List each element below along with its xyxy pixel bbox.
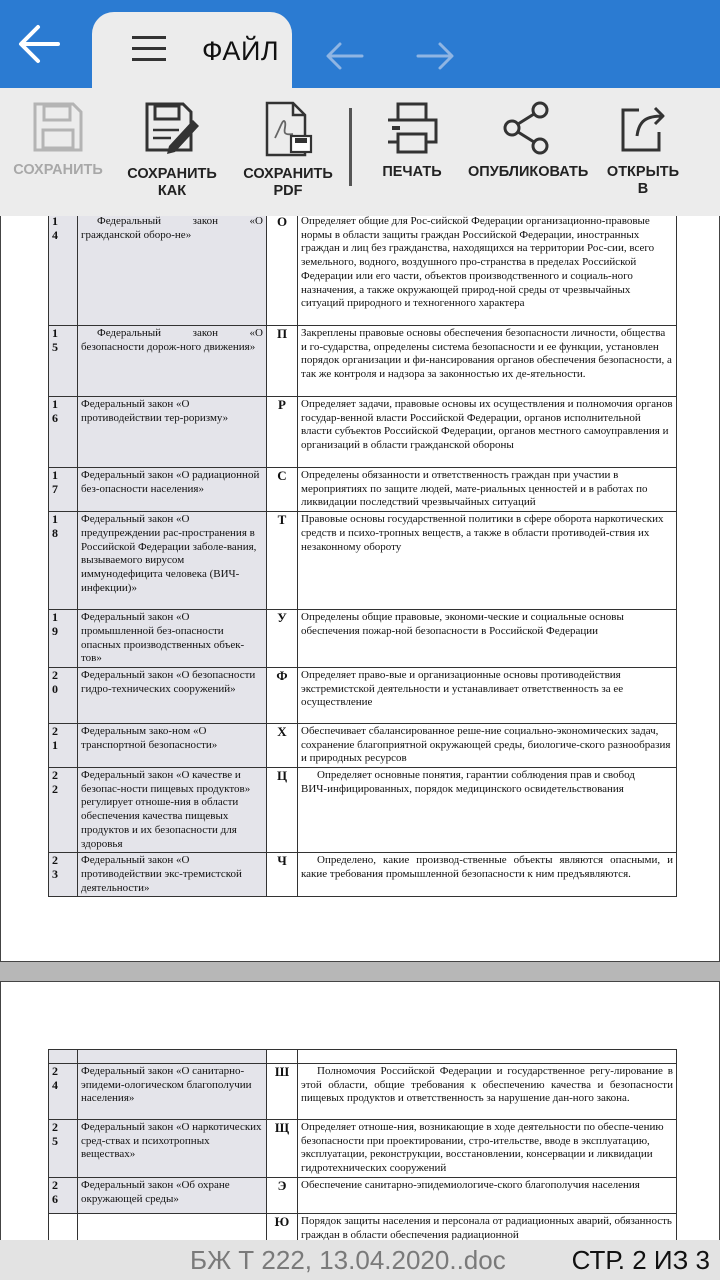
row-number [49, 768, 78, 853]
redo-button[interactable] [414, 34, 458, 74]
law-description [298, 723, 677, 767]
laws-table-continued [48, 1049, 677, 1240]
top-bar [0, 0, 720, 88]
save-label: СОХРАНИТЬ [13, 162, 103, 178]
table-row [49, 1064, 677, 1120]
answer-letter-text: Э [277, 1177, 287, 1193]
law-name [78, 1064, 267, 1120]
save-as-button[interactable] [122, 100, 222, 212]
answer-letter-text: У [277, 610, 287, 626]
law-name-text: Федеральный закон «О противодействии экс-тремистской деятельности» [81, 854, 242, 894]
open-in-label: ОТКРЫТЬ В [606, 164, 680, 197]
answer-letter-text: С [277, 468, 287, 483]
table-row [49, 667, 677, 723]
law-description-text: Определены общие правовые, экономи-ческие и социальные основы обеспечения пожар-ной безопасности в Российской Федерации [301, 611, 624, 637]
law-description [298, 397, 677, 468]
save-as-label: СОХРАНИТЬ КАК [127, 166, 217, 199]
page-indicator: СТР. 2 ИЗ 3 [571, 1245, 710, 1275]
law-name [78, 667, 267, 723]
answer-letter [267, 397, 298, 468]
answer-letter-text: Т [277, 512, 287, 528]
law-description [298, 1064, 677, 1120]
row-number [49, 853, 78, 897]
row-number-text: 19 [52, 610, 58, 638]
table-row [49, 723, 677, 767]
open-external-icon [617, 100, 669, 156]
print-label: ПЕЧАТЬ [382, 164, 442, 180]
law-description [298, 326, 677, 397]
row-number-text: 15 [52, 326, 58, 354]
table-row [49, 216, 677, 326]
row-number [49, 468, 78, 512]
law-name [78, 768, 267, 853]
law-description-text: Определяет право-вые и организационные основы противодействия экстремистской деятельности и устанавливает ответственность за ее осуществление [301, 668, 624, 709]
back-button[interactable] [14, 22, 64, 66]
publish-label: ОПУБЛИКОВАТЬ [468, 164, 589, 180]
answer-letter-text: Ч [277, 853, 287, 869]
answer-letter [267, 723, 298, 767]
table-row [49, 397, 677, 468]
law-description-text: Определяет отноше-ния, возникающие в ходе деятельности по обеспе-чению безопасности при проектировании, стро-ительстве, вводе в эксплуатацию, эксплуатации, реконструкции, восстановлении, консервации и ликвидации гидротехнических сооружений [301, 1121, 664, 1175]
law-name [78, 853, 267, 897]
status-bar [0, 1240, 720, 1280]
back-arrow-icon [14, 22, 64, 66]
law-description-text: Закреплены правовые основы обеспечения безопасности личности, общества и го-сударства, определены система безопасности и ее функции, установлен порядок организации и фи-нансирования органов обеспечения безопасности, а так же контроля и надзора за законностью их де-ятельности. [301, 327, 672, 381]
row-number-text: 24 [52, 1064, 58, 1092]
table-row [49, 1050, 677, 1064]
table-row [49, 1177, 677, 1213]
answer-letter [267, 1213, 298, 1240]
answer-letter [267, 512, 298, 610]
law-description-text: Порядок защиты населения и персонала от радиационных аварий, обязанность граждан в области обеспечения радиационной [301, 1214, 672, 1240]
answer-letter [267, 468, 298, 512]
law-description [298, 768, 677, 853]
law-name [78, 468, 267, 512]
answer-letter [267, 853, 298, 897]
row-number-text: 23 [52, 853, 58, 881]
table-cell [78, 1050, 267, 1064]
law-name [78, 1177, 267, 1213]
law-name-text: Федеральный закон «О предупреждении рас-пространения в Российской Федерации заболе-вания, вызываемого вирусом иммунодефицита человека (ВИЧ-инфекции)» [81, 513, 257, 594]
save-pdf-button[interactable] [238, 100, 338, 212]
law-name-text: Федеральный закон «О безопасности гидро-технических сооружений» [81, 668, 256, 695]
undo-button[interactable] [322, 34, 366, 74]
law-description [298, 216, 677, 326]
floppy-disk-icon [31, 100, 85, 154]
row-number-text: 17 [52, 468, 58, 496]
law-description [298, 512, 677, 610]
document-canvas[interactable] [0, 216, 720, 1240]
answer-letter-text: Р [278, 397, 286, 412]
undo-icon [322, 34, 366, 74]
pdf-file-icon [263, 100, 313, 158]
law-name [78, 1120, 267, 1178]
answer-letter-text: Ф [276, 667, 288, 683]
answer-letter [267, 667, 298, 723]
table-row [49, 853, 677, 897]
save-button[interactable] [8, 100, 108, 212]
law-description [298, 1213, 677, 1240]
law-name-text: Федеральный закон «О промышленной без-опасности опасных производственных объек-тов» [81, 611, 245, 665]
law-name [78, 216, 267, 326]
law-name-text: Федеральный закон «О противодействии тер-роризму» [81, 398, 229, 424]
law-description [298, 1120, 677, 1178]
table-row [49, 468, 677, 512]
row-number [49, 610, 78, 668]
answer-letter-text: О [276, 216, 288, 229]
document-page [0, 981, 720, 1240]
ribbon-divider [349, 108, 352, 186]
row-number [49, 723, 78, 767]
row-number [49, 1213, 78, 1240]
law-name [78, 512, 267, 610]
row-number [49, 1177, 78, 1213]
answer-letter [267, 610, 298, 668]
row-number [49, 216, 78, 326]
row-number [49, 1120, 78, 1178]
table-row [49, 1213, 677, 1240]
law-name [78, 326, 267, 397]
law-description [298, 610, 677, 668]
file-name: БЖ Т 222, 13.04.2020..doc [190, 1245, 506, 1275]
law-name [78, 723, 267, 767]
row-number-text: 21 [52, 723, 58, 752]
table-row [49, 768, 677, 853]
row-number-text: 20 [52, 667, 58, 696]
row-number [49, 512, 78, 610]
law-description-text: Определено, какие производ-ственные объекты являются опасными, и какие требования промышленной безопасности к ним предъявляются. [301, 854, 673, 880]
document-page [0, 216, 720, 962]
law-description-text: Определяет задачи, правовые основы их осуществления и полномочия органов государ-венной власти Российской Федерации, органов исполнительной власти субъектов Российской Федерации, органов местного самоуправления и организаций в области гражданской обороны [301, 398, 673, 452]
answer-letter-text: Ш [274, 1064, 290, 1079]
answer-letter-text: Ю [274, 1213, 290, 1229]
table-row [49, 512, 677, 610]
laws-table [48, 216, 677, 897]
law-name-text: Федеральный закон «О радиационной без-опасности населения» [81, 469, 260, 495]
law-description-text: Определяет основные понятия, гарантии соблюдения прав и свобод ВИЧ-инфицированных, порядок медицинского освидетельствования [301, 769, 635, 795]
answer-letter-text: Щ [274, 1120, 290, 1135]
answer-letter [267, 1064, 298, 1120]
row-number-text: 18 [52, 512, 58, 540]
file-tab-label: ФАЙЛ [202, 36, 280, 66]
row-number [49, 1064, 78, 1120]
answer-letter [267, 1120, 298, 1178]
answer-letter [267, 216, 298, 326]
answer-letter-text: Х [277, 723, 287, 739]
table-cell [49, 1050, 78, 1064]
answer-letter [267, 1177, 298, 1213]
file-ribbon [0, 88, 720, 216]
law-description-text: Определены обязанности и ответственность граждан при участии в мероприятиях по защите людей, мате-риальных ценностей и в работах по ликвидации последствий чрезвычайных ситуаций [301, 469, 648, 509]
law-name-text: Федеральный закон «О санитарно-эпидеми-ологическом благополучии населения» [81, 1065, 252, 1105]
answer-letter [267, 768, 298, 853]
save-pdf-label: СОХРАНИТЬ PDF [243, 166, 333, 199]
law-description [298, 1177, 677, 1213]
table-row [49, 1120, 677, 1178]
hamburger-icon [130, 32, 170, 66]
law-description [298, 853, 677, 897]
law-name [78, 610, 267, 668]
row-number-text: 26 [52, 1177, 58, 1206]
law-description-text: Правовые основы государственной политики в сфере оборота наркотических средств и психо-тропных веществ, а также в области противодей-ствия их незаконному обороту [301, 513, 664, 553]
publish-button[interactable] [468, 100, 588, 212]
law-name [78, 1213, 267, 1240]
row-number-text: 14 [52, 216, 58, 242]
file-tab[interactable] [92, 12, 292, 88]
row-number [49, 326, 78, 397]
table-cell [298, 1050, 677, 1064]
law-name-text: Федеральным зако-ном «О транспортной безопасности» [81, 724, 218, 751]
redo-icon [414, 34, 458, 74]
open-in-button[interactable] [600, 100, 686, 212]
print-button[interactable] [362, 100, 462, 212]
answer-letter-text: Ц [276, 768, 288, 784]
law-name-text: Федеральный закон «О наркотических сред-ствах и психотропных веществах» [81, 1121, 262, 1161]
law-description-text: Полномочия Российской Федерации и государственное регу-лирование в этой области, общие требования к обеспечению качества и безопасности пищевых продуктов и ответственность за нарушение дан-ного закона. [301, 1065, 673, 1105]
row-number-text: 25 [52, 1120, 58, 1148]
table-row [49, 326, 677, 397]
row-number [49, 667, 78, 723]
law-description-text: Обеспечивает сбалансированное реше-ние социально-экономических задач, сохранение благоприятной окружающей среды, биологиче-ского разнообразия и природных ресурсов [301, 724, 671, 765]
law-description-text: Определяет общие для Рос-сийской Федерации организационно-правовые нормы в области защиты граждан Российской Федерации, иностранных граждан и лиц без гражданства, находящихся на территории Рос-сии, всего земельного, водного, воздушного про-странства в пределах Российской Федерации или его части, объектов производственного и социаль-ного назначения, а также окружающей природ-ной среды от чрезвычайных ситуаций природного и техногенного характера [301, 216, 655, 310]
hamburger-menu-button[interactable] [130, 32, 170, 66]
row-number [49, 397, 78, 468]
law-name-text: Федеральный закон «О качестве и безопас-ности пищевых продуктов» регулирует отноше-ния в области обеспечения качества пищевых продуктов и их безопасности для здоровья [81, 769, 251, 850]
law-description-text: Обеспечение санитарно-эпидемиологиче-ского благополучия населения [301, 1178, 640, 1191]
printer-icon [384, 100, 440, 156]
answer-letter-text: П [276, 326, 288, 341]
row-number-text: 16 [52, 397, 58, 425]
share-icon [502, 100, 554, 156]
table-row [49, 610, 677, 668]
table-cell [267, 1050, 298, 1064]
law-name-text: Федеральный закон «О гражданской оборо-не» [81, 216, 263, 241]
law-description [298, 667, 677, 723]
law-name [78, 397, 267, 468]
law-name-text: Федеральный закон «Об охране окружающей среды» [81, 1178, 230, 1205]
law-name-text: Федеральный закон «О безопасности дорож-ного движения» [81, 327, 263, 353]
answer-letter [267, 326, 298, 397]
row-number-text: 22 [52, 768, 58, 796]
save-as-pencil-icon [143, 100, 201, 158]
law-description [298, 468, 677, 512]
